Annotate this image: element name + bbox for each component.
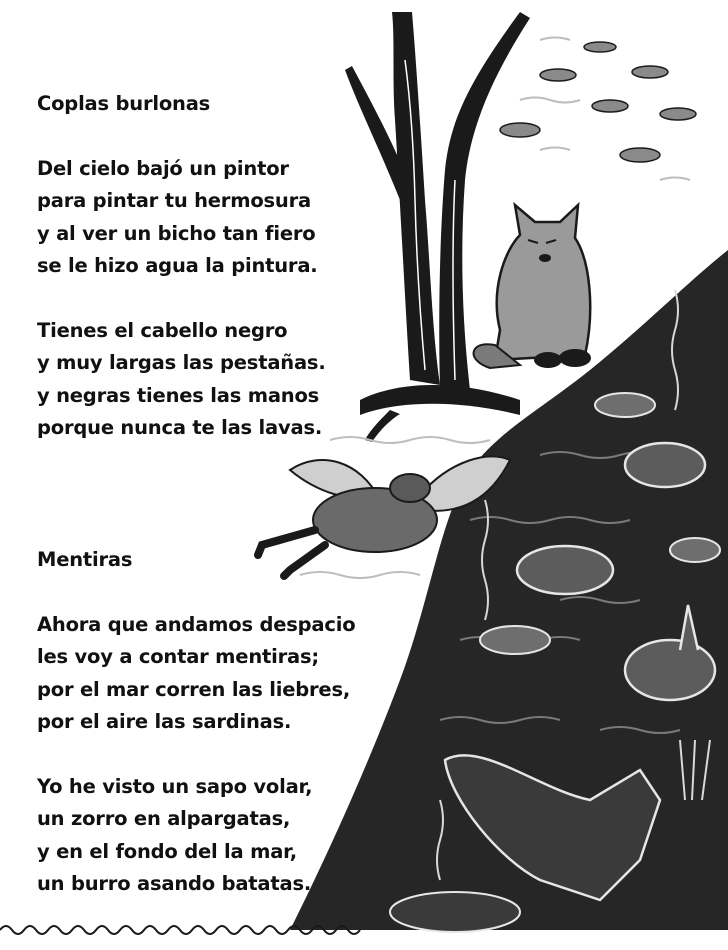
verse-line: Yo he visto un sapo volar,	[37, 774, 313, 798]
verse-line: les voy a contar mentiras;	[37, 645, 319, 668]
poem-title: Mentiras	[37, 548, 133, 571]
verse-line: un zorro en alpargatas,	[37, 807, 291, 830]
verse-line: y al ver un bicho tan fiero	[37, 221, 316, 245]
fox	[474, 205, 591, 368]
verse-line: Tienes el cabello negro	[37, 318, 288, 342]
verse-line: Ahora que andamos despacio	[37, 612, 356, 636]
sardines	[500, 42, 696, 162]
poem-coplas-burlonas	[37, 88, 367, 445]
stanza	[37, 315, 367, 445]
verse-line: se le hizo agua la pintura.	[37, 254, 318, 277]
verse-line: por el aire las sardinas.	[37, 710, 292, 733]
stanza	[37, 153, 367, 283]
stanza	[37, 609, 355, 739]
verse-line: Del cielo bajó un pintor	[37, 156, 289, 180]
verse-line: y negras tienes las manos	[37, 383, 320, 407]
verse-line: y en el fondo del la mar,	[37, 839, 297, 863]
pot	[390, 892, 520, 932]
tree	[345, 12, 530, 442]
verse-line: un burro asando batatas.	[37, 872, 312, 895]
verse-line: y muy largas las pestañas.	[37, 351, 326, 374]
verse-line: por el mar corren las liebres,	[37, 677, 351, 701]
poem-title: Coplas burlonas	[37, 92, 211, 115]
verse-line: para pintar tu hermosura	[37, 189, 311, 212]
verse-line: porque nunca te las lavas.	[37, 416, 323, 439]
text-column	[37, 88, 367, 895]
stanza	[37, 771, 355, 901]
poem-mentiras	[37, 544, 355, 901]
